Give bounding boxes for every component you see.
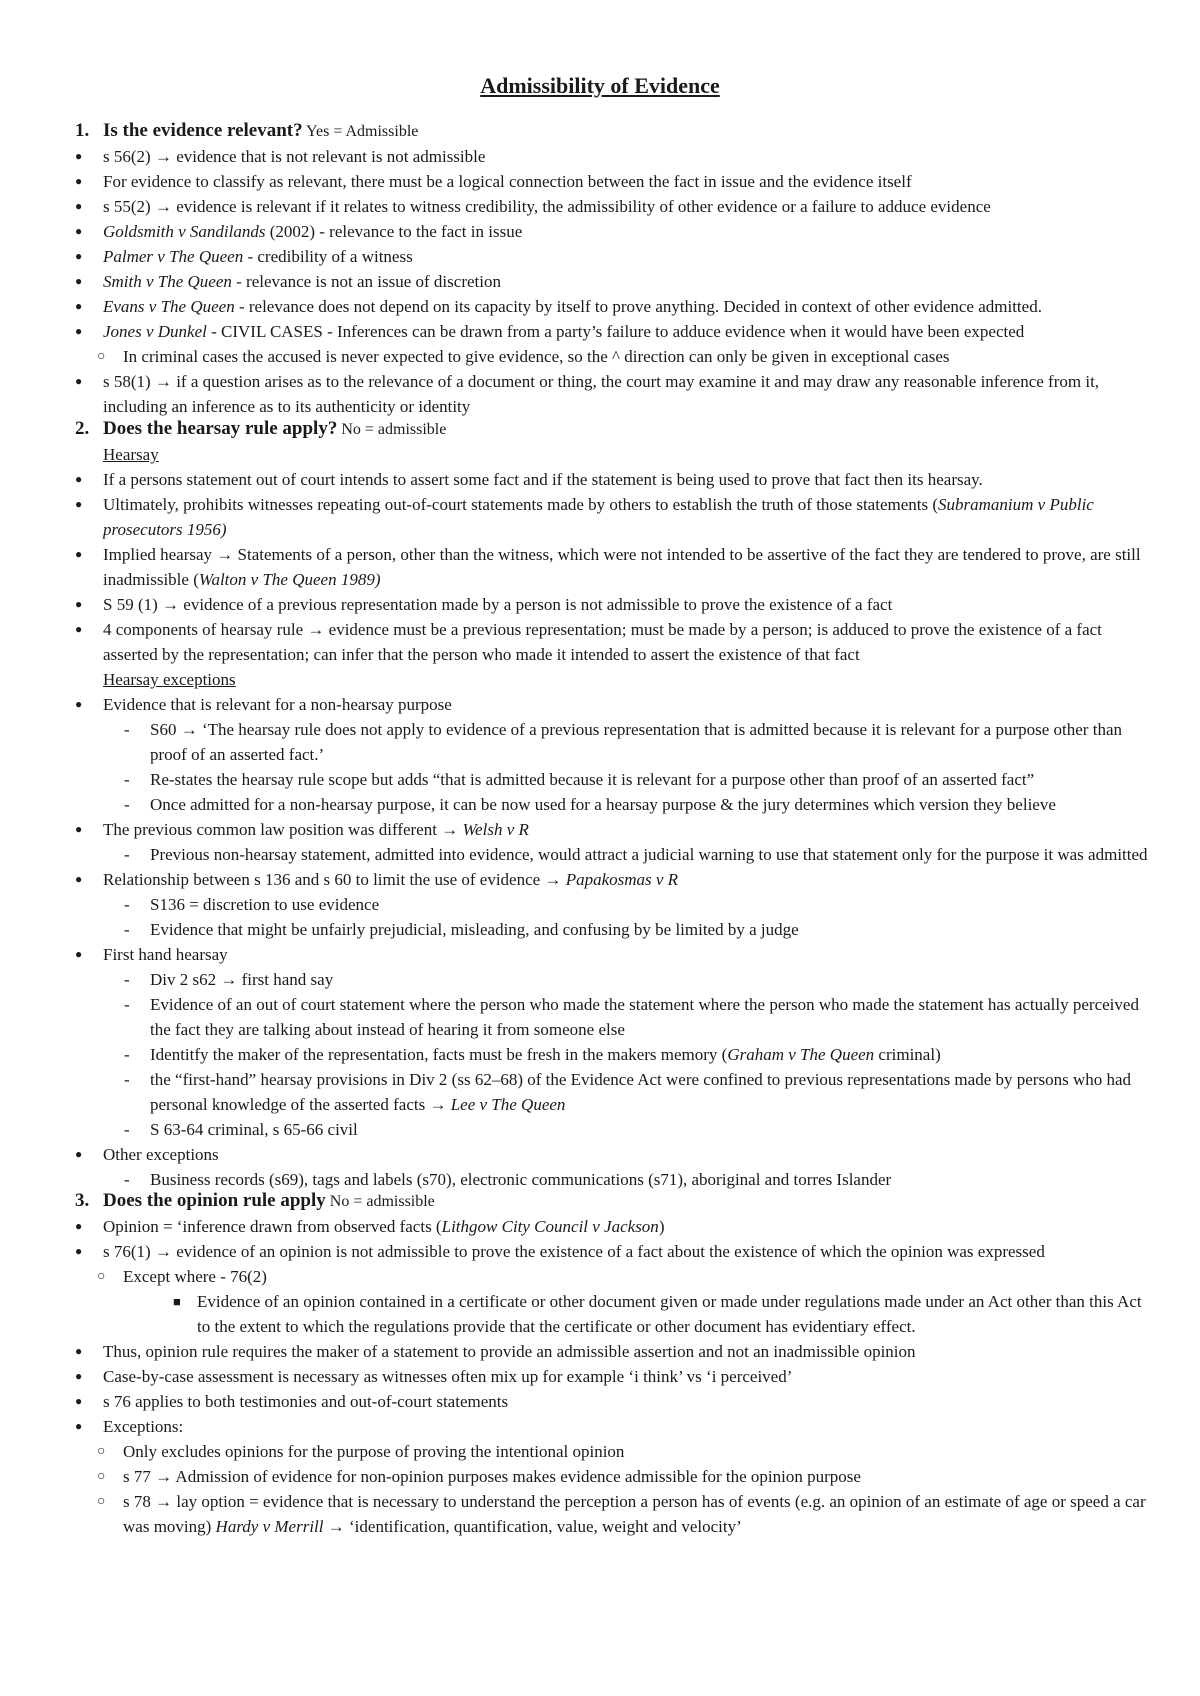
list-item: ● Case-by-case assessment is necessary as witnesses often mix up for example ‘i think’ vs ‘i perceived’ bbox=[75, 1364, 1155, 1389]
list-item: ● The previous common law position was different → Welsh v R bbox=[75, 817, 1155, 842]
case-name: Goldsmith v Sandilands bbox=[103, 222, 266, 241]
list-subitem: ○ Only excludes opinions for the purpose of proving the intentional opinion bbox=[75, 1439, 1155, 1464]
list-item: ● Palmer v The Queen - credibility of a witness bbox=[75, 244, 1155, 269]
section-opinion bbox=[75, 1188, 1155, 1539]
case-name: Palmer v The Queen bbox=[103, 247, 244, 266]
section-heading: 2. Does the hearsay rule apply? No = admissible bbox=[75, 418, 447, 439]
case-name: Subramanium v Public prosecutors 1956) bbox=[103, 495, 1094, 539]
case-name: Papakosmas v R bbox=[565, 870, 679, 889]
list-item: ● Smith v The Queen - relevance is not an issue of discretion bbox=[75, 269, 1155, 294]
list-item: ● 4 components of hearsay rule → evidence must be a previous representation; must be made by a person; is adduced to prove the existence of a fact asserted by the representation; can infer that the person who made it intended to assert the existence of that fact bbox=[75, 617, 1155, 667]
list-item: ● Other exceptions bbox=[75, 1142, 1155, 1167]
list-item: ● If a persons statement out of court intends to assert some fact and if the statement is being used to prove that fact then its hearsay. bbox=[75, 467, 1155, 492]
list-item: ● First hand hearsay bbox=[75, 942, 1155, 967]
list-item: ● s 56(2) → evidence that is not relevant is not admissible bbox=[75, 144, 1155, 169]
list-item: ● s 58(1) → if a question arises as to the relevance of a document or thing, the court may examine it and may draw any reasonable inference from it, including an inference as to its authenticity or identity bbox=[75, 369, 1155, 419]
list-item: ● Jones v Dunkel - CIVIL CASES - Inferences can be drawn from a party’s failure to adduce evidence when it would have been expected bbox=[75, 319, 1155, 344]
case-name: Lee v The Queen bbox=[450, 1095, 566, 1114]
list-item: ● For evidence to classify as relevant, there must be a logical connection between the fact in issue and the evidence itself bbox=[75, 169, 1155, 194]
list-subitem: - Identitfy the maker of the representation, facts must be fresh in the makers memory (Graham v The Queen criminal) bbox=[75, 1042, 1155, 1067]
list-subitem: ○ s 78 → lay option = evidence that is necessary to understand the perception a person has of events (e.g. an opinion of an estimate of age or speed a car was moving) Hardy v Merrill → ‘identification, quantification, value, weight and velocity’ bbox=[75, 1489, 1155, 1539]
case-name: Smith v The Queen bbox=[103, 272, 232, 291]
list-subitem: - Previous non-hearsay statement, admitted into evidence, would attract a judicial warning to use that statement only for the purpose it was admitted bbox=[75, 842, 1155, 867]
list-subsubitem: ■ Evidence of an opinion contained in a certificate or other document given or made under regulations made under an Act other than this Act to the extent to which the regulations provide that the certificate or other document has evidentiary effect. bbox=[75, 1289, 1155, 1339]
list-item: ● Evidence that is relevant for a non-hearsay purpose bbox=[75, 692, 1155, 717]
list-item: ● Ultimately, prohibits witnesses repeating out-of-court statements made by others to establish the truth of those statements (Subramanium v Public prosecutors 1956) bbox=[75, 492, 1155, 542]
list-subitem: - S136 = discretion to use evidence bbox=[75, 892, 1155, 917]
section-relevance bbox=[75, 118, 1155, 419]
case-name: Hardy v Merrill bbox=[215, 1517, 324, 1536]
case-name: Graham v The Queen bbox=[727, 1045, 875, 1064]
list-subitem: ○ Except where - 76(2) bbox=[75, 1264, 1155, 1289]
list-item: ● s 76 applies to both testimonies and out-of-court statements bbox=[75, 1389, 1155, 1414]
case-name: Lithgow City Council v Jackson bbox=[441, 1217, 659, 1236]
list-item: ● Goldsmith v Sandilands (2002) - relevance to the fact in issue bbox=[75, 219, 1155, 244]
list-subitem: - Evidence of an out of court statement where the person who made the statement where the person who made the statement has actually perceived the fact they are talking about instead of hearing it from someone else bbox=[75, 992, 1155, 1042]
subheading-hearsay-exceptions: Hearsay exceptions bbox=[103, 670, 236, 689]
section-hearsay bbox=[75, 416, 1155, 1192]
list-subitem: - the “first-hand” hearsay provisions in Div 2 (ss 62–68) of the Evidence Act were confined to previous representations made by persons who had personal knowledge of the asserted facts → Lee v The Queen bbox=[75, 1067, 1155, 1117]
case-name: Welsh v R bbox=[462, 820, 529, 839]
list-subitem: - Business records (s69), tags and labels (s70), electronic communications (s71), aboriginal and torres Islander bbox=[75, 1167, 1155, 1192]
list-subitem: - Evidence that might be unfairly prejudicial, misleading, and confusing by be limited by a judge bbox=[75, 917, 1155, 942]
case-name: Walton v The Queen 1989) bbox=[198, 570, 381, 589]
list-item: ● Opinion = ‘inference drawn from observed facts (Lithgow City Council v Jackson) bbox=[75, 1214, 1155, 1239]
list-item: ● Evans v The Queen - relevance does not depend on its capacity by itself to prove anything. Decided in context of other evidence admitted. bbox=[75, 294, 1155, 319]
section-heading: 1. Is the evidence relevant? Yes = Admissible bbox=[75, 120, 419, 141]
list-subitem: - Re-states the hearsay rule scope but adds “that is admitted because it is relevant for a purpose other than proof of an asserted fact” bbox=[75, 767, 1155, 792]
list-subitem: - Div 2 s62 → first hand say bbox=[75, 967, 1155, 992]
list-subitem: - S60 → ‘The hearsay rule does not apply to evidence of a previous representation that is admitted because it is relevant for a purpose other than proof of an asserted fact.’ bbox=[75, 717, 1155, 767]
list-item: ● s 76(1) → evidence of an opinion is not admissible to prove the existence of a fact about the existence of which the opinion was expressed bbox=[75, 1239, 1155, 1264]
list-item: ● s 55(2) → evidence is relevant if it relates to witness credibility, the admissibility of other evidence or a failure to adduce evidence bbox=[75, 194, 1155, 219]
case-name: Jones v Dunkel bbox=[103, 322, 207, 341]
list-item: ● Relationship between s 136 and s 60 to limit the use of evidence → Papakosmas v R bbox=[75, 867, 1155, 892]
list-subitem: - Once admitted for a non-hearsay purpose, it can be now used for a hearsay purpose & the jury determines which version they believe bbox=[75, 792, 1155, 817]
page-title: Admissibility of Evidence bbox=[480, 73, 720, 98]
list-subitem: ○ In criminal cases the accused is never expected to give evidence, so the ^ direction can only be given in exceptional cases bbox=[75, 344, 1155, 369]
list-item: ● Implied hearsay → Statements of a person, other than the witness, which were not intended to be assertive of the fact they are tendered to prove, are still inadmissible (Walton v The Queen 1989) bbox=[75, 542, 1155, 592]
list-subitem: - S 63-64 criminal, s 65-66 civil bbox=[75, 1117, 1155, 1142]
case-name: Evans v The Queen bbox=[103, 297, 235, 316]
list-subitem: ○ s 77 → Admission of evidence for non-opinion purposes makes evidence admissible for the opinion purpose bbox=[75, 1464, 1155, 1489]
list-item: ● Exceptions: bbox=[75, 1414, 1155, 1439]
list-item: ● Thus, opinion rule requires the maker of a statement to provide an admissible assertion and not an inadmissible opinion bbox=[75, 1339, 1155, 1364]
section-heading: 3. Does the opinion rule apply No = admissible bbox=[75, 1190, 435, 1211]
list-item: ● S 59 (1) → evidence of a previous representation made by a person is not admissible to prove the existence of a fact bbox=[75, 592, 1155, 617]
subheading-hearsay: Hearsay bbox=[103, 445, 159, 464]
